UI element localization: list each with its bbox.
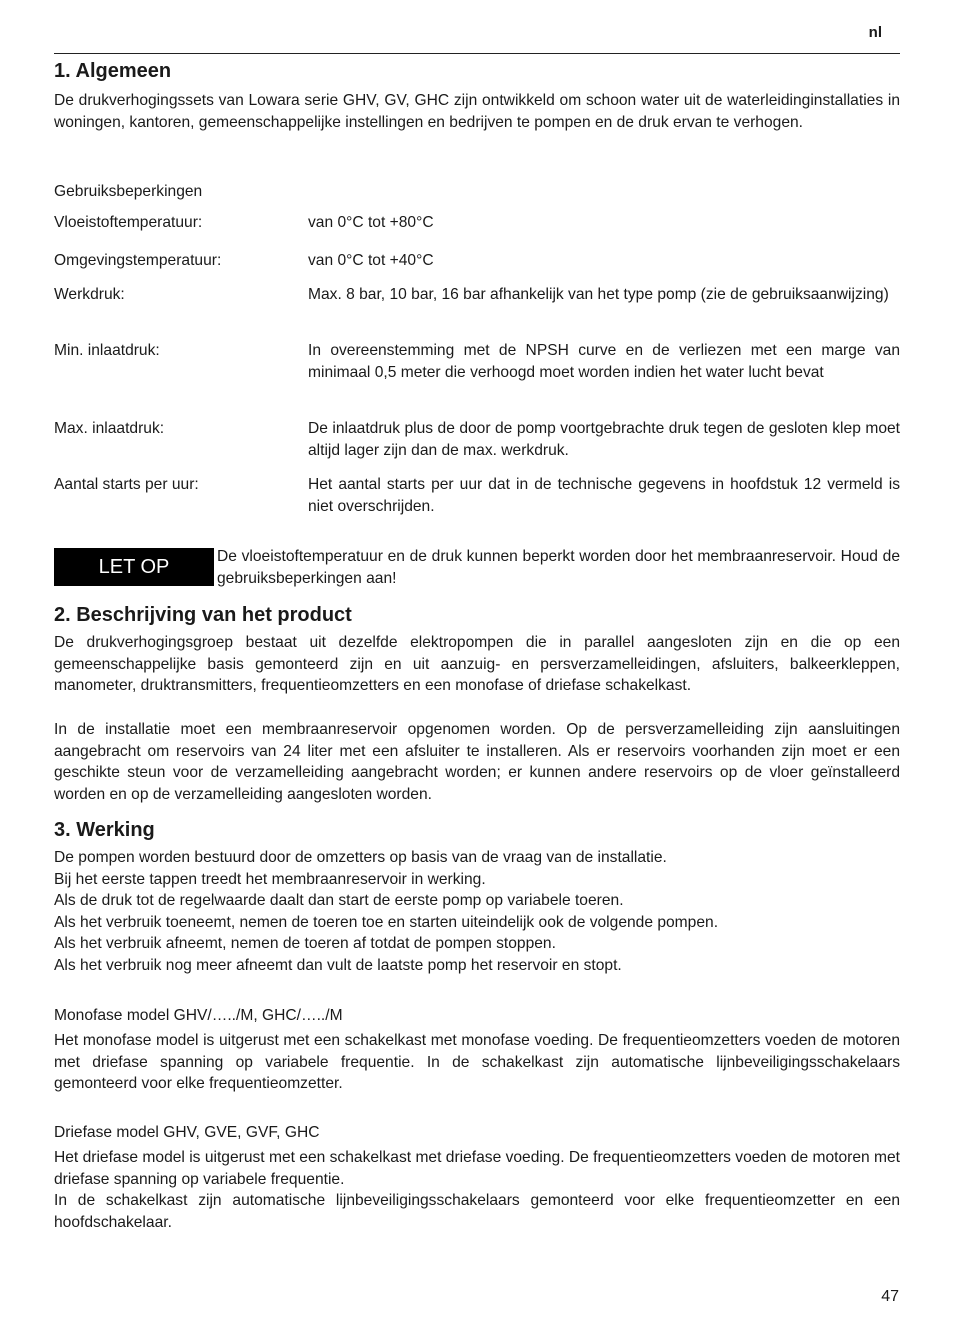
section-2-paragraph-2: In de installatie moet een membraanreservoir opgenomen worden. Op de persverzamelleiding zijn aansluitingen aangebracht om reservoirs van 24 liter met een afsluiter te installeren. Als er reservoirs voorhanden zijn moet er een geschikte steun voor de verzamelleiding aangebracht worden; er kunnen andere reservoirs op de vloer geïnstalleerd worden en op de verzamelleiding aangesloten worden.	[54, 721, 900, 803]
limit-value: van 0°C tot +80°C	[308, 214, 434, 231]
limit-label: Aantal starts per uur:	[54, 476, 199, 493]
header-rule	[54, 53, 900, 54]
tri-model-text-1: Het driefase model is uitgerust met een schakelkast met driefase voeding. De frequentieomzetters voeden de motoren met driefase spanning op variabele frequentie.	[54, 1149, 900, 1188]
limit-label: Werkdruk:	[54, 286, 125, 303]
section-3-lines	[54, 847, 900, 977]
operation-line: De pompen worden bestuurd door de omzetters op basis van de vraag van de installatie.	[54, 849, 667, 866]
limit-label: Min. inlaatdruk:	[54, 342, 160, 359]
limit-value: De inlaatdruk plus de door de pomp voortgebrachte druk tegen de gesloten klep moet altijd lager zijn dan de max. werkdruk.	[308, 420, 900, 459]
limit-label: Omgevingstemperatuur:	[54, 252, 222, 269]
language-code: nl	[868, 24, 882, 41]
tri-model-title: Driefase model GHV, GVE, GVF, GHC	[54, 1124, 320, 1141]
tri-model-text-2: In de schakelkast zijn automatische lijnbeveiligingsschakelaars gemonteerd voor elke frequentieomzetter en een hoofdschakelaar.	[54, 1192, 900, 1231]
operation-line: Als het verbruik nog meer afneemt dan vult de laatste pomp het reservoir en stopt.	[54, 956, 622, 974]
notice-text: De vloeistoftemperatuur en de druk kunnen beperkt worden door het membraanreservoir. Houd de gebruiksbeperkingen aan!	[217, 548, 900, 587]
section-2-title: 2. Beschrijving van het product	[54, 604, 352, 626]
section-3-title: 3. Werking	[54, 819, 155, 841]
limit-value: Max. 8 bar, 10 bar, 16 bar afhankelijk van het type pomp (zie de gebruiksaanwijzing)	[308, 286, 889, 303]
section-1-title: 1. Algemeen	[54, 60, 172, 82]
limits-title: Gebruiksbeperkingen	[54, 183, 203, 200]
limit-value: Het aantal starts per uur dat in de technische gegevens in hoofdstuk 12 vermeld is niet overschrijden.	[308, 476, 900, 515]
section-2-paragraph-1: De drukverhogingsgroep bestaat uit dezelfde elektropompen die in parallel aangesloten zijn en die op een gemeenschappelijke basis gemonteerd zijn en uit aanzuig- en persverzamelleidingen, afsluiters, balkeerkleppen, manometer, druktransmitters, frequentieomzetters en een monofase of driefase schakelkast.	[54, 634, 900, 695]
operation-line: Bij het eerste tappen treedt het membraanreservoir in werking.	[54, 870, 486, 888]
limit-label: Vloeistoftemperatuur:	[54, 214, 203, 231]
limit-label: Max. inlaatdruk:	[54, 420, 165, 437]
notice-badge	[54, 548, 214, 586]
mono-model-title: Monofase model GHV/…../M, GHC/…../M	[54, 1007, 343, 1024]
limit-value: van 0°C tot +40°C	[308, 252, 434, 269]
mono-model-text: Het monofase model is uitgerust met een schakelkast met monofase voeding. De frequentieomzetters voeden de motoren met driefase spanning op variabele frequentie. In de schakelkast zijn automatische lijnbeveiligingsschakelaars gemonteerd voor elke frequentieomzetter.	[54, 1032, 900, 1093]
page-number: 47	[881, 1288, 899, 1305]
limit-value: In overeenstemming met de NPSH curve en de verliezen met een marge van minimaal 0,5 meter die verhoogd moet worden indien het water lucht bevat	[308, 342, 900, 381]
notice-label: LET OP	[98, 555, 170, 578]
operation-line: Als het verbruik toeneemt, nemen de toeren toe en starten uiteindelijk ook de volgende pompen.	[54, 913, 719, 931]
operation-line: Als de druk tot de regelwaarde daalt dan start de eerste pomp op variabele toeren.	[54, 892, 624, 910]
operation-line: Als het verbruik afneemt, nemen de toeren af totdat de pompen stoppen.	[54, 935, 556, 953]
section-1-intro: De drukverhogingssets van Lowara serie GHV, GV, GHC zijn ontwikkeld om schoon water uit de waterleidinginstallaties in woningen, kantoren, gemeenschappelijke instellingen en bedrijven te pompen en de druk ervan te verhogen.	[54, 92, 900, 131]
